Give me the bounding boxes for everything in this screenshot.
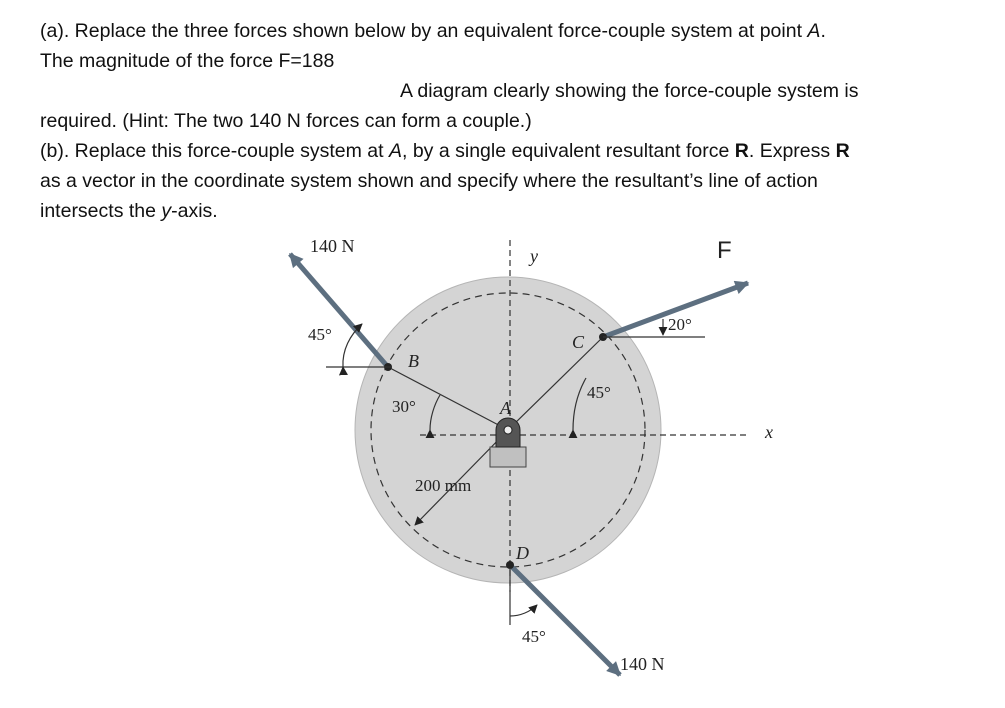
y-axis-ref: y xyxy=(161,200,172,222)
part-b-text-5: intersects the xyxy=(40,200,162,222)
force-140n-top-arrow xyxy=(290,254,388,367)
part-b-text-6: -axis. xyxy=(171,200,218,222)
angle-arc-d xyxy=(510,605,537,616)
label-angle-c: 45° xyxy=(587,383,611,402)
resultant-symbol: R xyxy=(734,140,749,162)
resultant-symbol-2: R xyxy=(835,140,850,162)
part-a-text: (a). Replace the three forces shown below by an equivalent force-couple system at point xyxy=(40,20,808,42)
label-radius: 200 mm xyxy=(415,476,472,495)
label-140n-bottom: 140 N xyxy=(620,654,665,674)
label-x: x xyxy=(765,422,773,442)
support-base xyxy=(490,447,526,467)
part-b-text-4: as a vector in the coordinate system shown and specify where the resultant’s line of action xyxy=(40,170,818,192)
label-d: D xyxy=(516,543,529,563)
part-b-text-2: , by a single equivalent resultant force xyxy=(402,140,735,162)
label-angle-f: 20° xyxy=(668,315,692,334)
point-a-ref-b: A xyxy=(388,140,402,162)
label-b: B xyxy=(408,351,419,371)
part-b-text-3: . Express xyxy=(748,140,836,162)
diagram-requirement: A diagram clearly showing the force-couple system is xyxy=(400,80,859,102)
label-c: C xyxy=(572,332,585,352)
force-magnitude-value: 188 xyxy=(301,50,335,72)
label-y: y xyxy=(530,246,538,266)
pin-a xyxy=(504,426,512,434)
label-angle-30: 30° xyxy=(392,397,416,416)
force-magnitude-label: The magnitude of the force F= xyxy=(40,50,302,72)
label-140n-top: 140 N xyxy=(310,236,355,256)
force-140n-bottom-arrow xyxy=(510,565,620,675)
period: . xyxy=(820,20,826,42)
point-a-ref: A xyxy=(807,20,821,42)
point-d-dot xyxy=(506,561,514,569)
part-b-text: (b). Replace this force-couple system at xyxy=(40,140,389,162)
label-angle-b: 45° xyxy=(308,325,332,344)
label-angle-d: 45° xyxy=(522,627,546,646)
label-f: F xyxy=(717,237,732,264)
hint-text: required. (Hint: The two 140 N forces can form a couple.) xyxy=(40,110,532,132)
label-a: A xyxy=(500,398,511,418)
